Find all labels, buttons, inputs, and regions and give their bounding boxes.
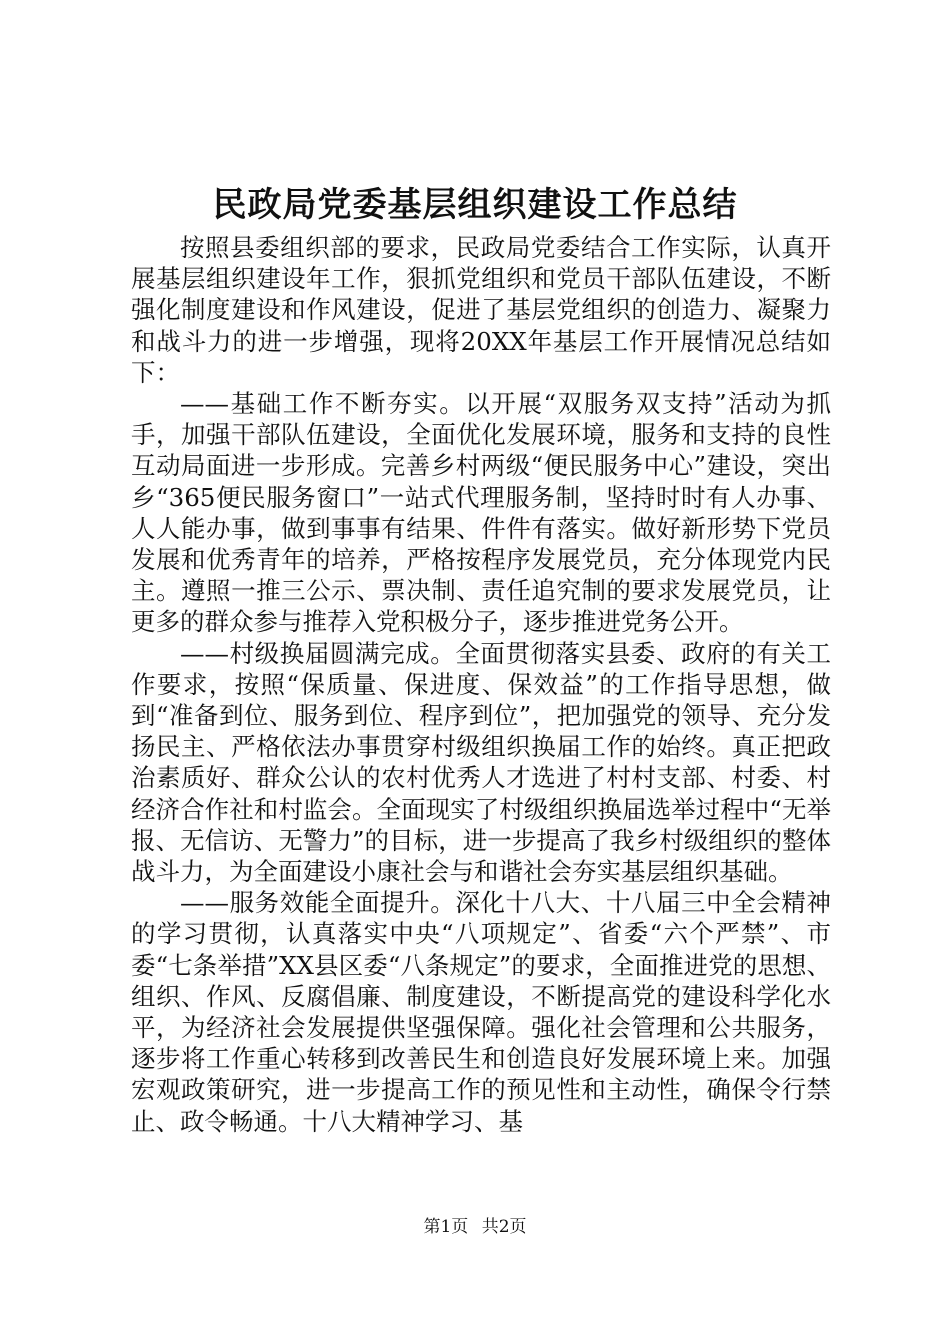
paragraph-intro: 按照县委组织部的要求，民政局党委结合工作实际，认真开展基层组织建设年工作，狠抓党组织和党员干部队伍建设，不断强化制度建设和作风建设，促进了基层党组织的创造力、凝聚力和战斗力的进一步增强，现将20XX年基层工作开展情况总结如下： <box>131 233 831 387</box>
paragraph-village-election: ——村级换届圆满完成。全面贯彻落实县委、政府的有关工作要求，按照“保质量、保进度、保效益”的工作指导思想，做到“准备到位、服务到位、程序到位”，把加强党的领导、充分发扬民主、严格依法办事贯穿村级组织换届工作的始终。真正把政治素质好、群众公认的农村优秀人才选进了村村支部、村委、村经济合作社和村监会。全面现实了村级组织换届选举过程中“无举报、无信访、无警力”的目标，进一步提高了我乡村级组织的整体战斗力，为全面建设小康社会与和谐社会夯实基层组织基础。 <box>131 638 831 887</box>
paragraph-service-efficiency: ——服务效能全面提升。深化十八大、十八届三中全会精神的学习贯彻，认真落实中央“八项规定”、省委“六个严禁”、市委“七条举措”XX县区委“八条规定”的要求，全面推进党的思想、组织、作风、反腐倡廉、制度建设，不断提高党的建设科学化水平，为经济社会发展提供坚强保障。强化社会管理和公共服务，逐步将工作重心转移到改善民生和创造良好发展环境上来。加强宏观政策研究，进一步提高工作的预见性和主动性，确保令行禁止、政令畅通。十八大精神学习、基 <box>131 888 831 1136</box>
document-title: 民政局党委基层组织建设工作总结 <box>212 185 738 225</box>
paragraph-foundation-work: ——基础工作不断夯实。以开展“双服务双支持”活动为抓手，加强干部队伍建设，全面优化发展环境，服务和支持的良性互动局面进一步形成。完善乡村两级“便民服务中心”建设，突出乡“365便民服务窗口”一站式代理服务制，坚持时时有人办事、人人能办事，做到事事有结果、件件有落实。做好新形势下党员发展和优秀青年的培养，严格按程序发展党员，充分体现党内民主。遵照一推三公示、票决制、责任追究制的要求发展党员，让更多的群众参与推荐入党积极分子，逐步推进党务公开。 <box>131 389 831 637</box>
page-footer <box>0 1215 950 1239</box>
document-body <box>131 232 831 1137</box>
page-number: 第1页 <box>423 1217 469 1237</box>
page-total: 共2页 <box>481 1217 527 1237</box>
